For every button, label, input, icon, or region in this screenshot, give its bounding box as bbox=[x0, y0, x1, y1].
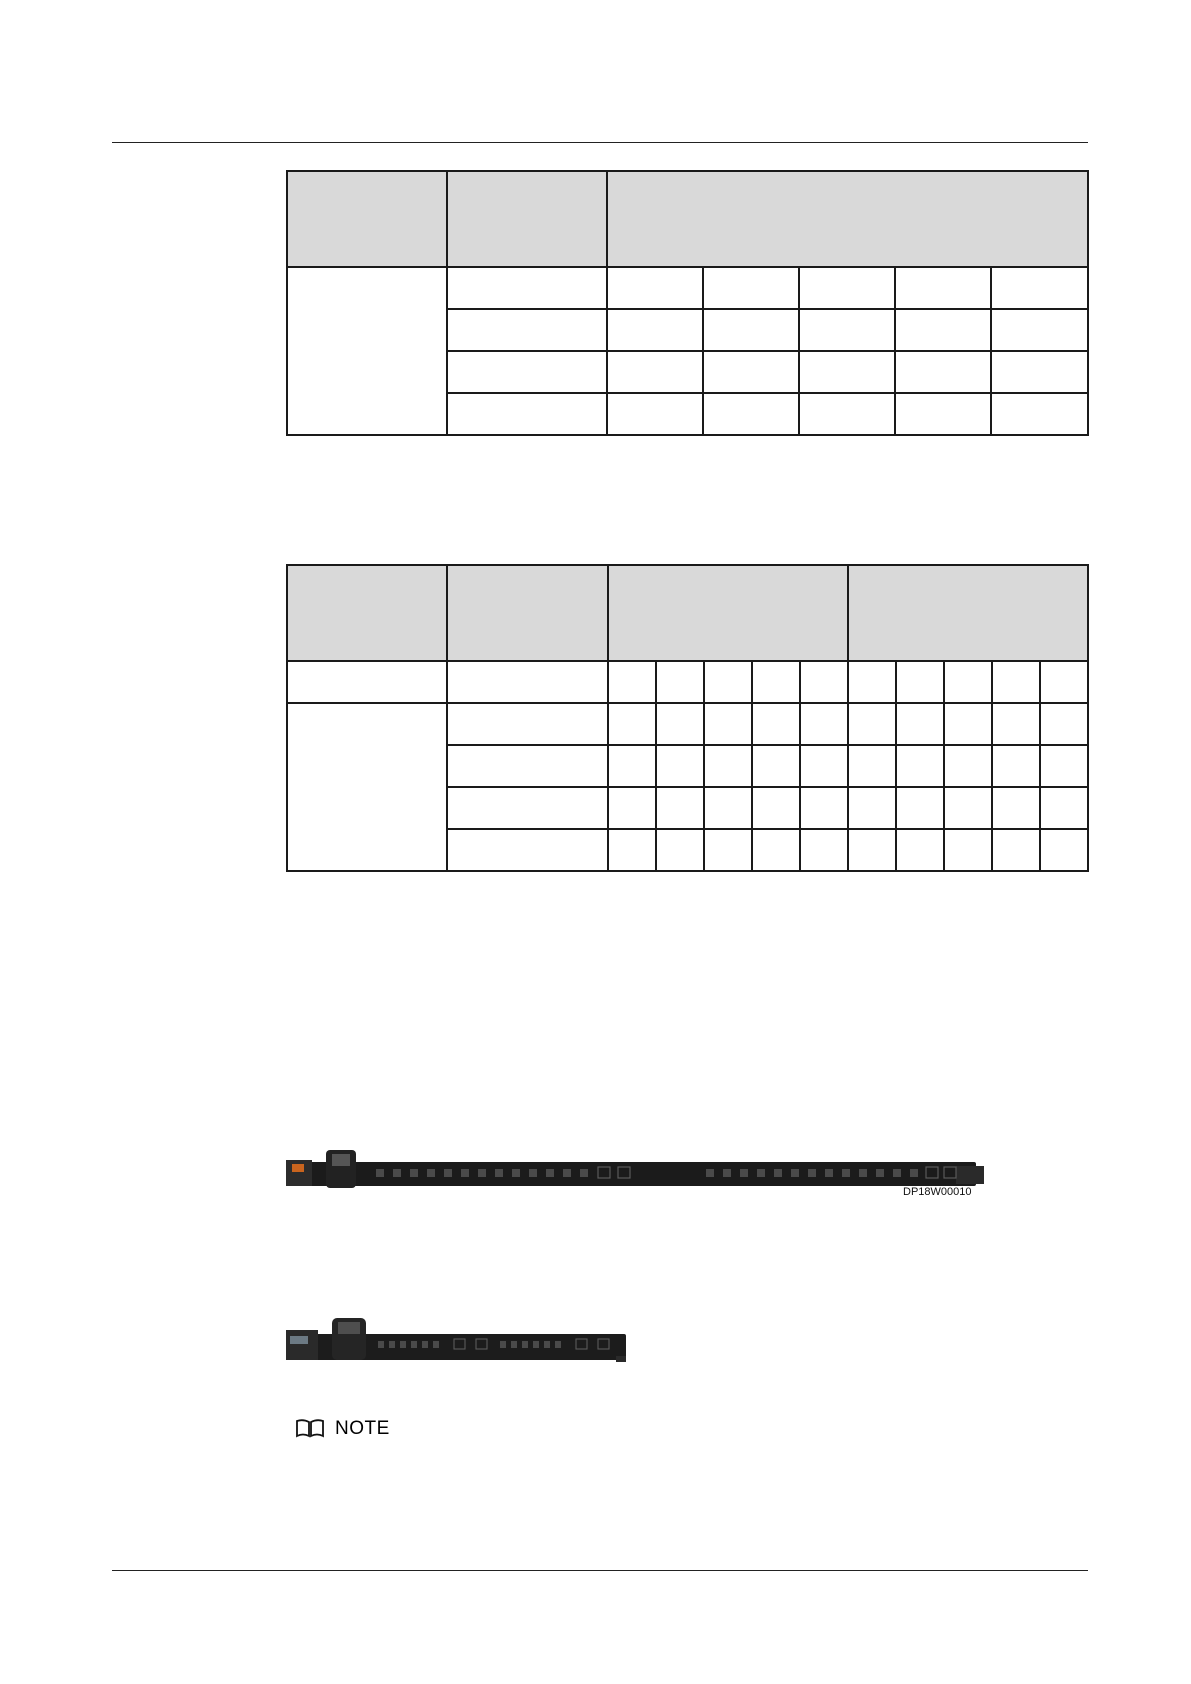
table-cell bbox=[704, 703, 752, 745]
table-cell bbox=[447, 829, 608, 871]
table-cell bbox=[447, 351, 607, 393]
table-cell bbox=[848, 745, 896, 787]
table-row bbox=[287, 703, 1088, 745]
table-cell bbox=[703, 309, 799, 351]
table-cell bbox=[896, 787, 944, 829]
table-cell bbox=[752, 787, 800, 829]
table-cell bbox=[1040, 745, 1088, 787]
table-cell bbox=[447, 703, 608, 745]
table-cell bbox=[656, 745, 704, 787]
spec-table-1 bbox=[286, 170, 1089, 436]
header-cell bbox=[287, 565, 447, 661]
table-cell bbox=[447, 393, 607, 435]
table-cell bbox=[608, 661, 656, 703]
table-cell bbox=[992, 787, 1040, 829]
table-cell bbox=[848, 787, 896, 829]
table-cell bbox=[800, 829, 848, 871]
header-cell bbox=[848, 565, 1088, 661]
table-cell bbox=[799, 309, 895, 351]
table-cell bbox=[447, 661, 608, 703]
footer-rule bbox=[112, 1570, 1088, 1571]
note-callout bbox=[295, 1418, 390, 1440]
note-label: NOTE bbox=[335, 1418, 390, 1439]
table-cell bbox=[800, 703, 848, 745]
table-cell bbox=[848, 661, 896, 703]
table-cell bbox=[800, 745, 848, 787]
table-cell bbox=[895, 309, 991, 351]
table-cell bbox=[848, 703, 896, 745]
table-cell bbox=[607, 267, 703, 309]
table-cell bbox=[287, 267, 447, 435]
table-cell bbox=[447, 309, 607, 351]
header-cell bbox=[607, 171, 1088, 267]
table-cell bbox=[944, 703, 992, 745]
table-cell bbox=[896, 703, 944, 745]
table-cell bbox=[1040, 661, 1088, 703]
table-cell bbox=[608, 787, 656, 829]
header-cell bbox=[447, 171, 607, 267]
pdu-short-image bbox=[286, 1308, 626, 1380]
table-cell bbox=[703, 351, 799, 393]
table-cell bbox=[895, 267, 991, 309]
table-cell bbox=[1040, 829, 1088, 871]
table-cell bbox=[799, 351, 895, 393]
table-cell bbox=[944, 745, 992, 787]
table-cell bbox=[608, 703, 656, 745]
table-cell bbox=[608, 829, 656, 871]
table-cell bbox=[704, 745, 752, 787]
table-cell bbox=[704, 661, 752, 703]
table-cell bbox=[848, 829, 896, 871]
table-cell bbox=[1040, 703, 1088, 745]
table-cell bbox=[287, 703, 447, 871]
table-cell bbox=[447, 267, 607, 309]
table-cell bbox=[703, 393, 799, 435]
table-cell bbox=[704, 829, 752, 871]
figure-code-label: DP18W00010 bbox=[903, 1186, 972, 1198]
table-cell bbox=[896, 661, 944, 703]
table-cell bbox=[991, 351, 1088, 393]
table-cell bbox=[447, 745, 608, 787]
table-cell bbox=[896, 745, 944, 787]
table-cell bbox=[992, 829, 1040, 871]
table-cell bbox=[704, 787, 752, 829]
table-cell bbox=[991, 309, 1088, 351]
header-cell bbox=[287, 171, 447, 267]
table-header-row bbox=[287, 565, 1088, 661]
table-cell bbox=[944, 787, 992, 829]
table-cell bbox=[656, 787, 704, 829]
table-cell bbox=[944, 661, 992, 703]
table-cell bbox=[992, 703, 1040, 745]
table-header-row bbox=[287, 171, 1088, 267]
table-cell bbox=[607, 309, 703, 351]
table-row bbox=[287, 267, 1088, 309]
header-rule bbox=[112, 142, 1088, 143]
table-cell bbox=[607, 393, 703, 435]
pdu-long-image bbox=[286, 1132, 986, 1214]
table-cell bbox=[799, 267, 895, 309]
table-cell bbox=[703, 267, 799, 309]
table-cell bbox=[992, 745, 1040, 787]
table-cell bbox=[447, 787, 608, 829]
table-cell bbox=[608, 745, 656, 787]
table-row bbox=[287, 661, 1088, 703]
table-cell bbox=[1040, 787, 1088, 829]
book-icon bbox=[295, 1418, 325, 1440]
table-cell bbox=[287, 661, 447, 703]
table-cell bbox=[800, 661, 848, 703]
table-cell bbox=[752, 745, 800, 787]
table-cell bbox=[992, 661, 1040, 703]
header-cell bbox=[608, 565, 848, 661]
table-cell bbox=[799, 393, 895, 435]
header-cell bbox=[447, 565, 608, 661]
table-cell bbox=[991, 267, 1088, 309]
table-cell bbox=[991, 393, 1088, 435]
table-cell bbox=[607, 351, 703, 393]
table-cell bbox=[752, 703, 800, 745]
table-cell bbox=[752, 661, 800, 703]
table-cell bbox=[752, 829, 800, 871]
table-cell bbox=[895, 351, 991, 393]
table-cell bbox=[944, 829, 992, 871]
table-cell bbox=[895, 393, 991, 435]
table-cell bbox=[656, 829, 704, 871]
table-cell bbox=[800, 787, 848, 829]
table-cell bbox=[656, 703, 704, 745]
table-cell bbox=[656, 661, 704, 703]
table-cell bbox=[896, 829, 944, 871]
spec-table-2 bbox=[286, 564, 1089, 872]
